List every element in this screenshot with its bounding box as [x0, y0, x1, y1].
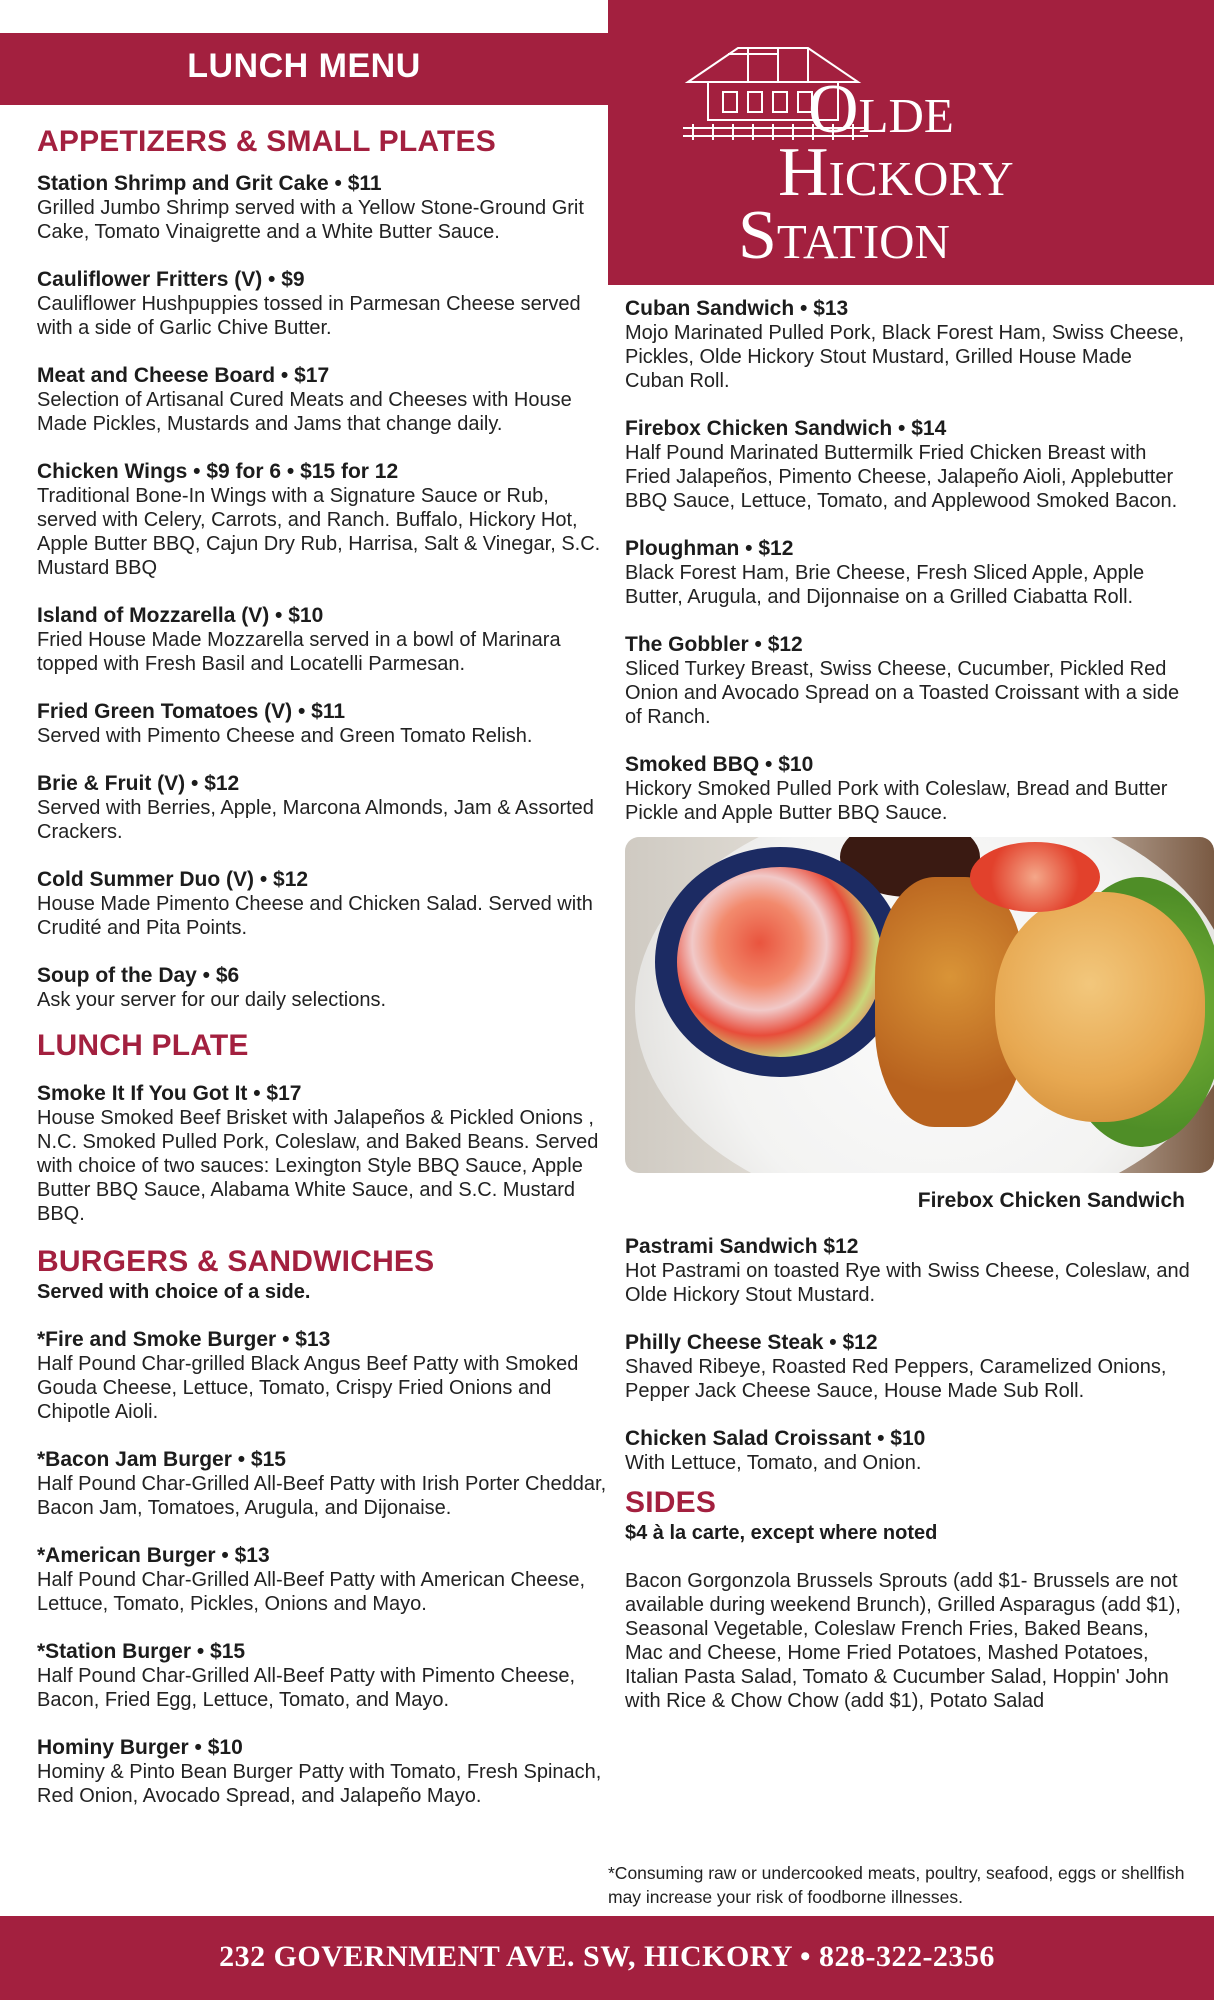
item-name: Firebox Chicken Sandwich • $14	[625, 417, 947, 440]
item-name: Station Shrimp and Grit Cake • $11	[37, 172, 382, 195]
menu-item	[37, 1328, 607, 1424]
sides-subheading: $4 à la carte, except where noted	[625, 1522, 938, 1544]
menu-item	[625, 1427, 1190, 1475]
foodborne-notice: *Consuming raw or undercooked meats, poultry, seafood, eggs or shellfish may increase your risk of foodborne illnesses.	[608, 1863, 1185, 1907]
lunch-plate-heading: LUNCH PLATE	[37, 1029, 249, 1062]
item-name: Hominy Burger • $10	[37, 1736, 243, 1759]
sandwiches-list-bottom	[625, 1235, 1190, 1475]
item-name: Soup of the Day • $6	[37, 964, 240, 987]
menu-item	[37, 1544, 607, 1616]
menu-item	[37, 868, 607, 940]
item-desc: Sliced Turkey Breast, Swiss Cheese, Cucumber, Pickled Red Onion and Avocado Spread on a Toasted Croissant with a side of Ranch.	[625, 658, 1180, 728]
sandwiches-list-top	[625, 297, 1190, 825]
menu-item	[37, 1736, 607, 1808]
item-desc: Selection of Artisanal Cured Meats and Cheeses with House Made Pickles, Mustards and Jams that change daily.	[37, 389, 572, 435]
item-name: Chicken Salad Croissant • $10	[625, 1427, 926, 1450]
item-name: Island of Mozzarella (V) • $10	[37, 604, 324, 627]
menu-item	[625, 537, 1190, 609]
footer-band	[0, 1916, 1214, 2000]
logo-line-3: Station	[738, 197, 950, 274]
logo-wordmark	[738, 71, 1014, 274]
photo-caption: Firebox Chicken Sandwich	[917, 1189, 1185, 1212]
item-desc: Hot Pastrami on toasted Rye with Swiss Cheese, Coleslaw, and Olde Hickory Stout Mustard.	[625, 1260, 1190, 1306]
sides-text: Bacon Gorgonzola Brussels Sprouts (add $1- Brussels are not available during weekend Brunch), Grilled Asparagus (add $1), Seasonal Vegetable, Coleslaw French Fries, Baked Beans, Mac and Cheese, Home Fried Potatoes, Mashed Potatoes, Italian Pasta Salad, Tomato & Cucumber Salad, Hoppin' John with Rice & Chow Chow (add $1), Potato Salad	[625, 1570, 1181, 1712]
menu-item	[37, 964, 607, 1012]
photo-salad	[677, 867, 883, 1057]
item-desc: Traditional Bone-In Wings with a Signature Sauce or Rub, served with Celery, Carrots, and Ranch. Buffalo, Hickory Hot, Apple Butter BBQ, Cajun Dry Rub, Harrisa, Salt & Vinegar, S.C. Mustard BBQ	[37, 485, 601, 579]
item-desc: Half Pound Char-grilled Black Angus Beef Patty with Smoked Gouda Cheese, Lettuce, Tomato, Crispy Fried Onions and Chipotle Aioli.	[37, 1353, 579, 1423]
item-desc: House Smoked Beef Brisket with Jalapeños & Pickled Onions , N.C. Smoked Pulled Pork, Coleslaw, and Baked Beans. Served with choice of two sauces: Lexington Style BBQ Sauce, Apple Butter BBQ Sauce, Alabama White Sauce, and S.C. Mustard BBQ.	[37, 1107, 599, 1225]
menu-item	[625, 417, 1190, 513]
menu-item	[37, 1640, 607, 1712]
item-desc: Hickory Smoked Pulled Pork with Coleslaw, Bread and Butter Pickle and Apple Butter BBQ Sauce.	[625, 778, 1168, 824]
menu-item	[37, 268, 607, 340]
menu-title-band	[0, 33, 608, 105]
item-name: The Gobbler • $12	[625, 633, 803, 656]
item-name: Chicken Wings • $9 for 6 • $15 for 12	[37, 460, 399, 483]
item-desc: With Lettuce, Tomato, and Onion.	[625, 1452, 922, 1474]
food-photo	[625, 837, 1214, 1173]
right-column	[625, 297, 1190, 1713]
item-desc: Half Pound Char-Grilled All-Beef Patty with Pimento Cheese, Bacon, Fried Egg, Lettuce, Tomato, and Mayo.	[37, 1665, 576, 1711]
left-column	[37, 124, 607, 1832]
item-desc: Hominy & Pinto Bean Burger Patty with Tomato, Fresh Spinach, Red Onion, Avocado Spread, and Jalapeño Mayo.	[37, 1761, 602, 1807]
item-desc: Black Forest Ham, Brie Cheese, Fresh Sliced Apple, Apple Butter, Arugula, and Dijonnaise on a Grilled Ciabatta Roll.	[625, 562, 1145, 608]
item-name: Ploughman • $12	[625, 537, 794, 560]
menu-item	[625, 297, 1190, 393]
item-desc: Served with Pimento Cheese and Green Tomato Relish.	[37, 725, 533, 747]
menu-title: LUNCH MENU	[187, 47, 421, 85]
photo-bun	[995, 892, 1205, 1122]
item-desc: Half Pound Marinated Buttermilk Fried Chicken Breast with Fried Jalapeños, Pimento Cheese, Jalapeño Aioli, Applebutter BBQ Sauce, Lettuce, Tomato, and Applewood Smoked Bacon.	[625, 442, 1178, 512]
logo-line-1: Olde	[808, 71, 954, 148]
logo-panel	[608, 0, 1214, 285]
burgers-subheading: Served with choice of a side.	[37, 1281, 311, 1303]
burgers-heading: BURGERS & SANDWICHES	[37, 1245, 435, 1278]
item-desc: Served with Berries, Apple, Marcona Almonds, Jam & Assorted Crackers.	[37, 797, 594, 843]
item-desc: Cauliflower Hushpuppies tossed in Parmesan Cheese served with a side of Garlic Chive Butter.	[37, 293, 581, 339]
item-name: Meat and Cheese Board • $17	[37, 364, 330, 387]
menu-item	[37, 172, 607, 244]
menu-item	[625, 1235, 1190, 1307]
item-desc: Ask your server for our daily selections.	[37, 989, 387, 1011]
footer-address: 232 GOVERNMENT AVE. SW, HICKORY • 828-322-2356	[219, 1940, 995, 1973]
menu-item	[625, 633, 1190, 729]
menu-item	[37, 364, 607, 436]
item-name: Cauliflower Fritters (V) • $9	[37, 268, 305, 291]
item-name: *Station Burger • $15	[37, 1640, 246, 1663]
menu-item	[37, 772, 607, 844]
item-name: Fried Green Tomatoes (V) • $11	[37, 700, 346, 723]
item-name: Smoke It If You Got It • $17	[37, 1082, 302, 1105]
menu-item	[37, 1448, 607, 1520]
photo-tomato	[970, 842, 1100, 912]
menu-item	[625, 1331, 1190, 1403]
appetizers-heading: APPETIZERS & SMALL PLATES	[37, 125, 496, 158]
sides-heading: SIDES	[625, 1486, 717, 1519]
item-name: Brie & Fruit (V) • $12	[37, 772, 240, 795]
appetizers-list	[37, 172, 607, 1012]
item-name: Smoked BBQ • $10	[625, 753, 814, 776]
menu-item	[37, 604, 607, 676]
item-name: Cold Summer Duo (V) • $12	[37, 868, 309, 891]
item-desc: Half Pound Char-Grilled All-Beef Patty with American Cheese, Lettuce, Tomato, Pickles, Onions and Mayo.	[37, 1569, 586, 1615]
item-name: Philly Cheese Steak • $12	[625, 1331, 878, 1354]
burgers-list	[37, 1328, 607, 1808]
menu-item	[37, 1082, 607, 1226]
item-name: *American Burger • $13	[37, 1544, 270, 1567]
menu-item	[37, 700, 607, 748]
item-desc: Mojo Marinated Pulled Pork, Black Forest Ham, Swiss Cheese, Pickles, Olde Hickory Stout Mustard, Grilled House Made Cuban Roll.	[625, 322, 1185, 392]
logo-line-2: Hickory	[778, 134, 1014, 211]
item-desc: Shaved Ribeye, Roasted Red Peppers, Caramelized Onions, Pepper Jack Cheese Sauce, House Made Sub Roll.	[625, 1356, 1167, 1402]
menu-item	[625, 753, 1190, 825]
item-name: *Fire and Smoke Burger • $13	[37, 1328, 331, 1351]
item-desc: Grilled Jumbo Shrimp served with a Yellow Stone-Ground Grit Cake, Tomato Vinaigrette and a White Butter Sauce.	[37, 197, 584, 243]
item-desc: Half Pound Char-Grilled All-Beef Patty with Irish Porter Cheddar, Bacon Jam, Tomatoes, Arugula, and Dijonaise.	[37, 1473, 607, 1519]
item-name: *Bacon Jam Burger • $15	[37, 1448, 286, 1471]
item-name: Pastrami Sandwich $12	[625, 1235, 859, 1258]
item-desc: Fried House Made Mozzarella served in a bowl of Marinara topped with Fresh Basil and Locatelli Parmesan.	[37, 629, 561, 675]
menu-item	[37, 460, 607, 580]
item-name: Cuban Sandwich • $13	[625, 297, 849, 320]
item-desc: House Made Pimento Cheese and Chicken Salad. Served with Crudité and Pita Points.	[37, 893, 593, 939]
